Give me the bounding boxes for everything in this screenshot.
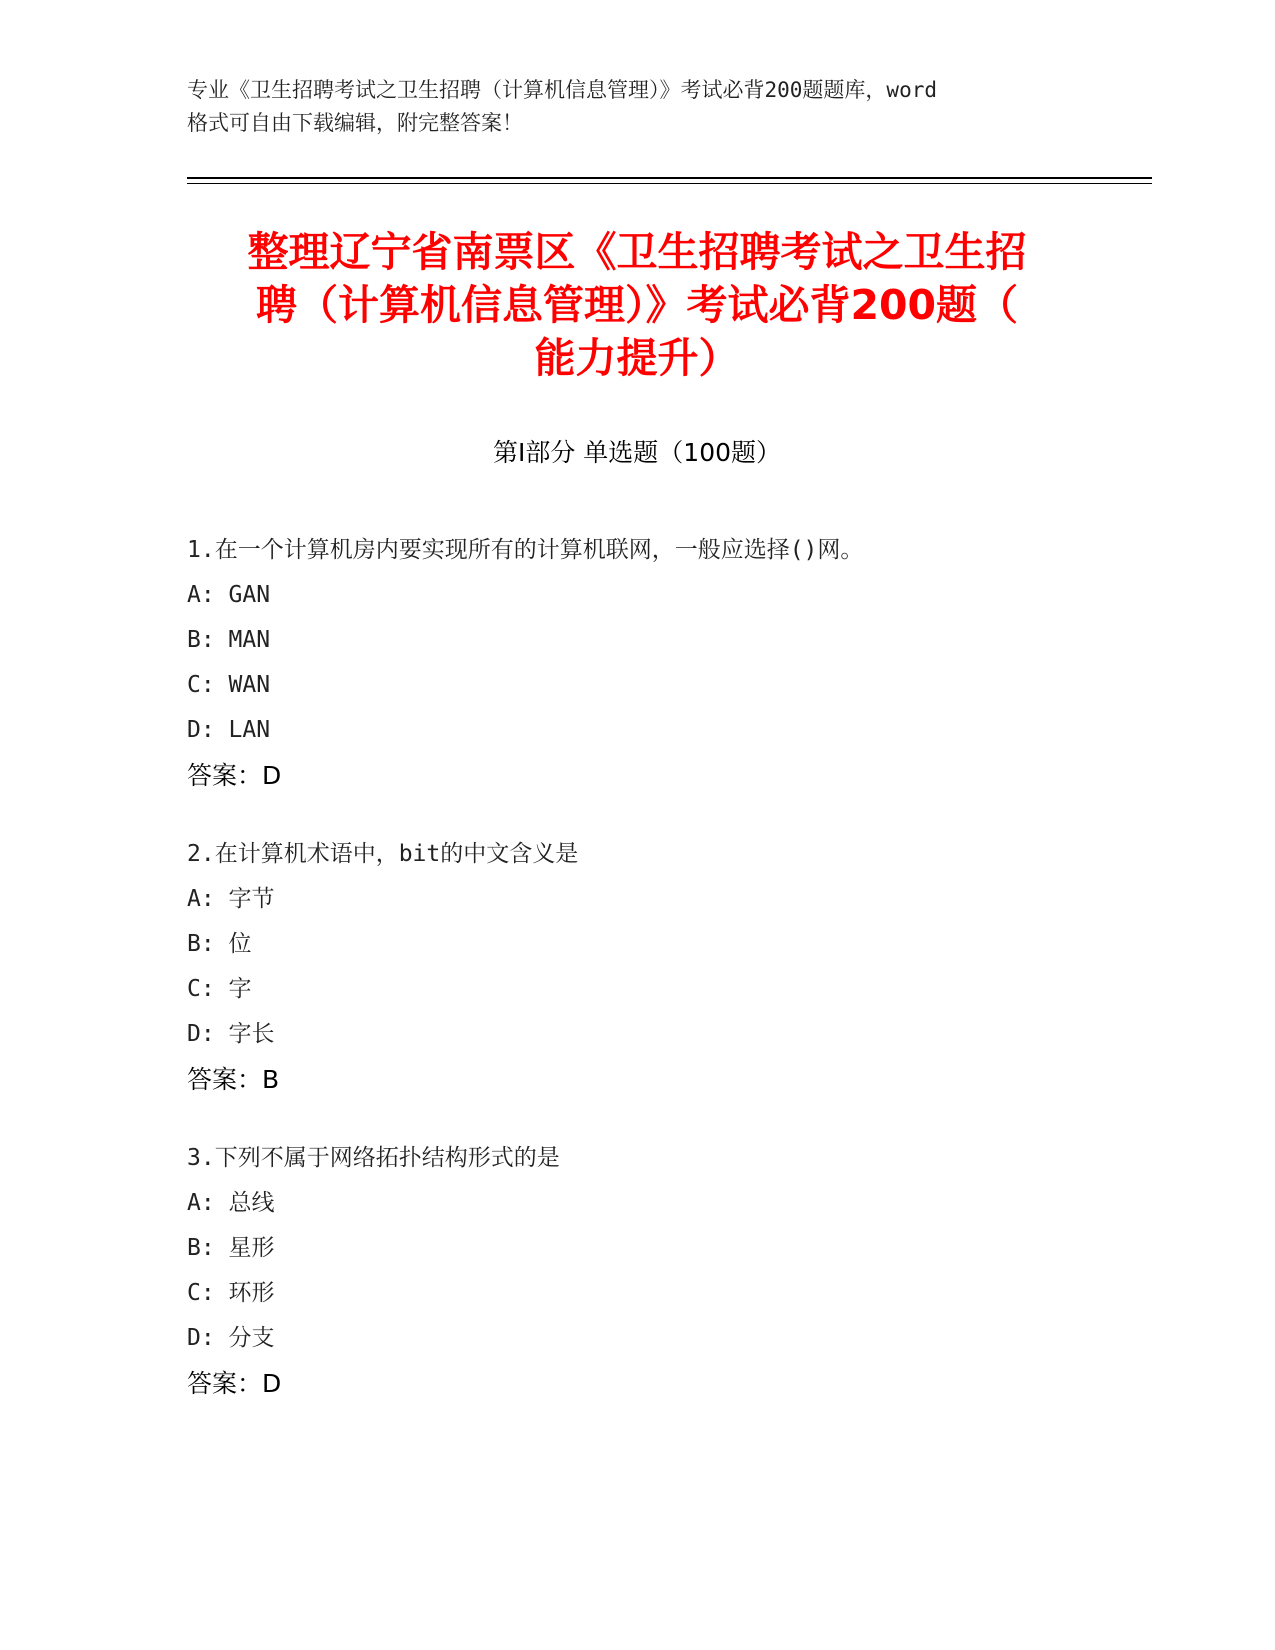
question-1 (187, 528, 1137, 798)
option-a: A: 总线 (187, 1190, 275, 1216)
question-stem: 1.在一个计算机房内要实现所有的计算机联网，一般应选择()网。 (187, 537, 864, 563)
answer: 答案：D (187, 1369, 282, 1398)
option-a: A: 字节 (187, 886, 275, 912)
document-title-line-2: 聘（计算机信息管理）》考试必背200题（ (255, 281, 1019, 329)
document-title (187, 226, 1087, 385)
answer: 答案：B (187, 1065, 280, 1094)
question-2 (187, 832, 1137, 1102)
question-stem: 2.在计算机术语中，bit的中文含义是 (187, 841, 579, 867)
answer: 答案：D (187, 761, 282, 790)
option-d: D: 字长 (187, 1021, 275, 1047)
option-d: D: 分支 (187, 1325, 275, 1351)
option-b: B: 星形 (187, 1235, 275, 1261)
question-3 (187, 1136, 1137, 1406)
header-rule-thin (187, 183, 1152, 184)
header-note-line-2: 格式可自由下载编辑，附完整答案！ (187, 111, 523, 135)
header-rule-thick (187, 177, 1152, 179)
header-note (187, 74, 1087, 140)
option-a: A: GAN (187, 582, 271, 608)
document-title-line-3: 能力提升） (534, 334, 740, 382)
option-c: C: 字 (187, 976, 252, 1002)
header-note-line-1: 专业《卫生招聘考试之卫生招聘（计算机信息管理）》考试必背200题题库，word (187, 78, 937, 102)
option-d: D: LAN (187, 717, 271, 743)
question-list (187, 528, 1137, 1440)
option-c: C: 环形 (187, 1280, 275, 1306)
section-title: 第Ⅰ部分 单选题（100题） (492, 438, 782, 467)
option-c: C: WAN (187, 672, 271, 698)
document-title-line-1: 整理辽宁省南票区《卫生招聘考试之卫生招 (247, 228, 1027, 276)
question-stem: 3.下列不属于网络拓扑结构形式的是 (187, 1145, 560, 1171)
option-b: B: 位 (187, 931, 252, 957)
option-b: B: MAN (187, 627, 271, 653)
